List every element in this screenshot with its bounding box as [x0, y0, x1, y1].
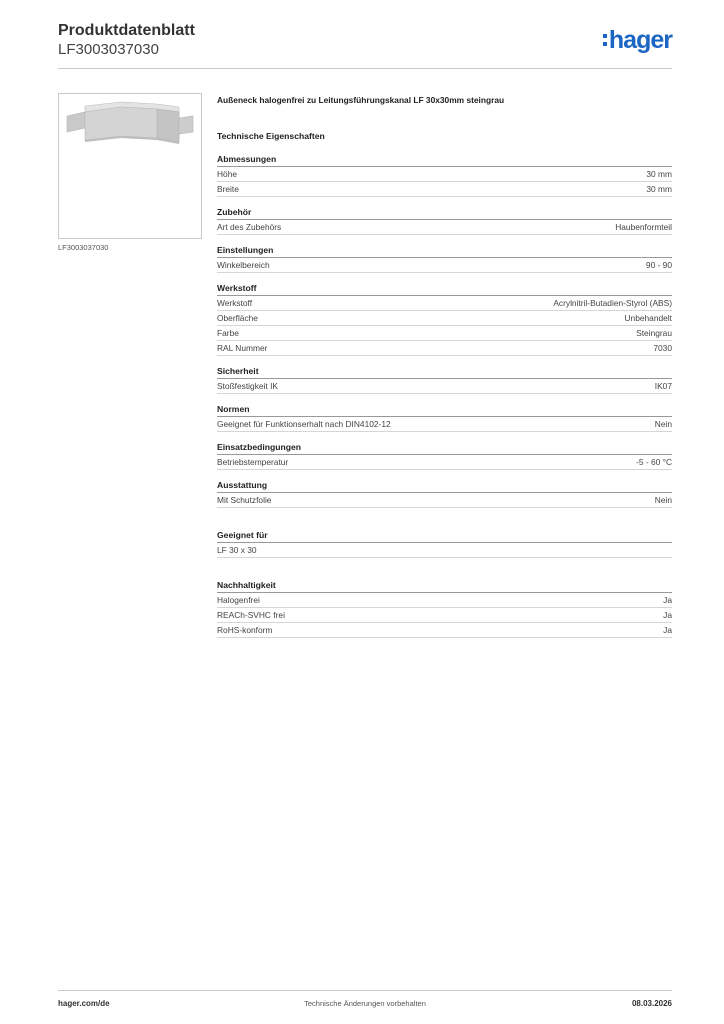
group-zubehoer	[217, 207, 672, 235]
spec-value: 7030	[653, 343, 672, 353]
spec-label: Halogenfrei	[217, 595, 260, 605]
group-sicherheit	[217, 366, 672, 394]
page-header	[58, 20, 672, 69]
group-normen	[217, 404, 672, 432]
spec-value: -5 - 60 °C	[636, 457, 672, 467]
spec-row	[217, 623, 672, 638]
section-heading: Technische Eigenschaften	[217, 131, 325, 141]
spec-label: Betriebstemperatur	[217, 457, 289, 467]
group-title: Zubehör	[217, 207, 672, 220]
image-caption: LF3003037030	[58, 243, 109, 252]
spec-row	[217, 182, 672, 197]
footer-website-link[interactable]: hager.com/de	[58, 999, 110, 1008]
spec-row	[217, 311, 672, 326]
logo-text: hager	[608, 25, 672, 54]
spec-label: LF 30 x 30	[217, 545, 257, 555]
spec-value: Ja	[663, 625, 672, 635]
group-werkstoff	[217, 283, 672, 356]
spec-row	[217, 493, 672, 508]
spec-row	[217, 258, 672, 273]
spec-row	[217, 167, 672, 182]
spec-value: IK07	[654, 381, 672, 391]
spec-value: Ja	[663, 610, 672, 620]
spec-label: Mit Schutzfolie	[217, 495, 272, 505]
group-ausstattung	[217, 480, 672, 508]
spec-row	[217, 417, 672, 432]
spec-value: Nein	[654, 419, 672, 429]
product-corner-piece-image	[59, 94, 201, 238]
group-nachhaltigkeit	[217, 580, 672, 638]
spec-label: Winkelbereich	[217, 260, 270, 270]
spec-row	[217, 341, 672, 356]
spec-label: Breite	[217, 184, 239, 194]
spec-label: Höhe	[217, 169, 238, 179]
spec-label: RAL Nummer	[217, 343, 268, 353]
spec-row	[217, 455, 672, 470]
group-title: Einstellungen	[217, 245, 672, 258]
group-title: Geeignet für	[217, 530, 672, 543]
group-title: Ausstattung	[217, 480, 672, 493]
spec-value: Ja	[663, 595, 672, 605]
spec-value: Steingrau	[636, 328, 672, 338]
spec-row	[217, 543, 672, 558]
group-title: Normen	[217, 404, 672, 417]
group-einstellungen	[217, 245, 672, 273]
spec-value: Nein	[654, 495, 672, 505]
footer-date: 08.03.2026	[631, 999, 672, 1008]
spec-row	[217, 608, 672, 623]
spec-value: Acrylnitril-Butadien-Styrol (ABS)	[553, 298, 672, 308]
spec-value: Unbehandelt	[624, 313, 672, 323]
group-geeignet-fuer	[217, 530, 672, 558]
spec-label: Art des Zubehörs	[217, 222, 282, 232]
footer-note: Technische Änderungen vorbehalten	[304, 999, 426, 1008]
spec-value: 30 mm	[646, 169, 672, 179]
spec-label: REACh-SVHC frei	[217, 610, 285, 620]
hager-logo	[603, 26, 672, 54]
spec-label: Werkstoff	[217, 298, 253, 308]
spec-row	[217, 220, 672, 235]
spec-row	[217, 379, 672, 394]
spec-content	[217, 95, 672, 648]
product-title: Außeneck halogenfrei zu Leitungsführungskanal LF 30x30mm steingrau	[217, 95, 505, 105]
page-footer	[58, 990, 672, 1013]
product-code: LF3003037030	[58, 41, 159, 58]
spec-row	[217, 326, 672, 341]
page-title: Produktdatenblatt	[58, 22, 195, 39]
group-title: Sicherheit	[217, 366, 672, 379]
group-abmessungen	[217, 154, 672, 197]
spec-row	[217, 593, 672, 608]
spec-row	[217, 296, 672, 311]
spec-value: Haubenformteil	[615, 222, 672, 232]
spec-label: Geeignet für Funktionserhalt nach DIN4102-12	[217, 419, 391, 429]
group-einsatzbedingungen	[217, 442, 672, 470]
group-title: Abmessungen	[217, 154, 672, 167]
group-title: Werkstoff	[217, 283, 672, 296]
product-image	[58, 93, 202, 239]
spec-label: Farbe	[217, 328, 239, 338]
spec-value: 90 - 90	[645, 260, 672, 270]
spec-label: RoHS-konform	[217, 625, 273, 635]
logo-dots-icon	[603, 34, 607, 46]
spec-value: 30 mm	[646, 184, 672, 194]
group-title: Einsatzbedingungen	[217, 442, 672, 455]
spec-label: Oberfläche	[217, 313, 258, 323]
group-title: Nachhaltigkeit	[217, 580, 672, 593]
spec-label: Stoßfestigkeit IK	[217, 381, 278, 391]
